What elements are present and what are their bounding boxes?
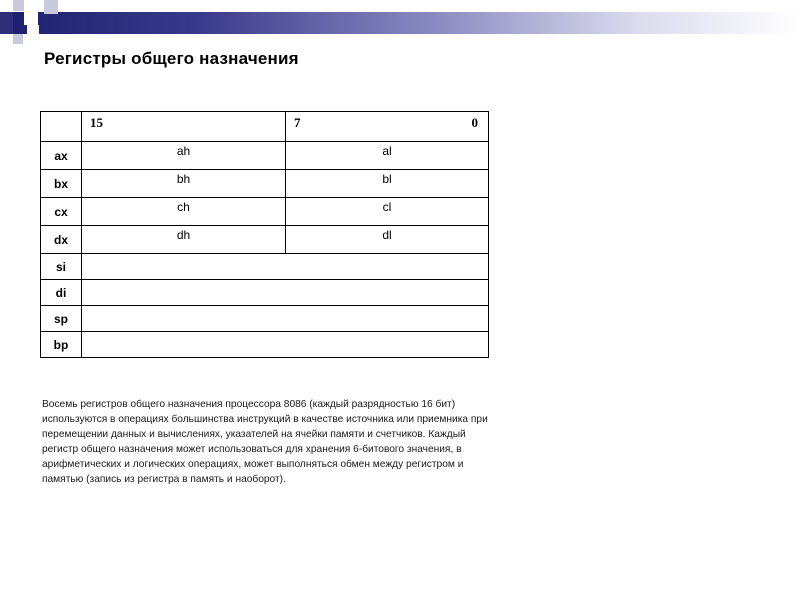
register-full-word (82, 306, 489, 332)
register-name: sp (41, 306, 82, 332)
bit-header-row (41, 112, 489, 142)
description-line: Восемь регистров общего назначения процессора 8086 (каждый разрядностью 16 бит) (42, 399, 456, 410)
register-name: bx (41, 170, 82, 198)
register-high-byte: ch (82, 198, 286, 226)
register-row-ax (41, 142, 489, 170)
register-high-byte: dh (82, 226, 286, 254)
header-empty-cell (41, 112, 82, 142)
decor-square (44, 0, 58, 14)
description-line: арифметических и логических операциях, может выполняться обмен между регистром и (42, 459, 464, 470)
register-table (40, 111, 489, 358)
register-name: cx (41, 198, 82, 226)
register-row-di (41, 280, 489, 306)
decor-square (0, 12, 13, 34)
register-row-bp (41, 332, 489, 358)
register-high-byte: ah (82, 142, 286, 170)
bit-label-range (286, 112, 489, 142)
register-full-word (82, 280, 489, 306)
description-line: используются в операциях большинства инструкций в качестве источника или приемника при (42, 414, 488, 425)
decor-square (13, 0, 24, 11)
decor-square (13, 34, 23, 44)
register-full-word (82, 254, 489, 280)
bit-label-7: 7 (294, 115, 301, 130)
register-high-byte: bh (82, 170, 286, 198)
register-low-byte: al (286, 142, 489, 170)
register-name: ax (41, 142, 82, 170)
description-line: регистр общего назначения может использоваться для хранения 6-битового значения, в (42, 444, 462, 455)
decor-square (27, 25, 39, 45)
register-name: dx (41, 226, 82, 254)
register-low-byte: dl (286, 226, 489, 254)
description-paragraph (42, 397, 562, 487)
register-low-byte: bl (286, 170, 489, 198)
register-row-si (41, 254, 489, 280)
slide-title: Регистры общего назначения (44, 49, 299, 68)
register-low-byte: cl (286, 198, 489, 226)
register-row-sp (41, 306, 489, 332)
header-gradient-bar (0, 12, 800, 34)
register-full-word (82, 332, 489, 358)
register-row-bx (41, 170, 489, 198)
bit-label-15: 15 (82, 112, 286, 142)
register-row-dx (41, 226, 489, 254)
description-line: памятью (запись из регистра в память и наоборот). (42, 474, 286, 485)
decor-square (24, 11, 38, 25)
register-name: bp (41, 332, 82, 358)
bit-label-0: 0 (471, 115, 478, 130)
register-name: di (41, 280, 82, 306)
register-name: si (41, 254, 82, 280)
description-line: перемещении данных и вычислениях, указателей на ячейки памяти и счетчиков. Каждый (42, 429, 466, 440)
register-row-cx (41, 198, 489, 226)
